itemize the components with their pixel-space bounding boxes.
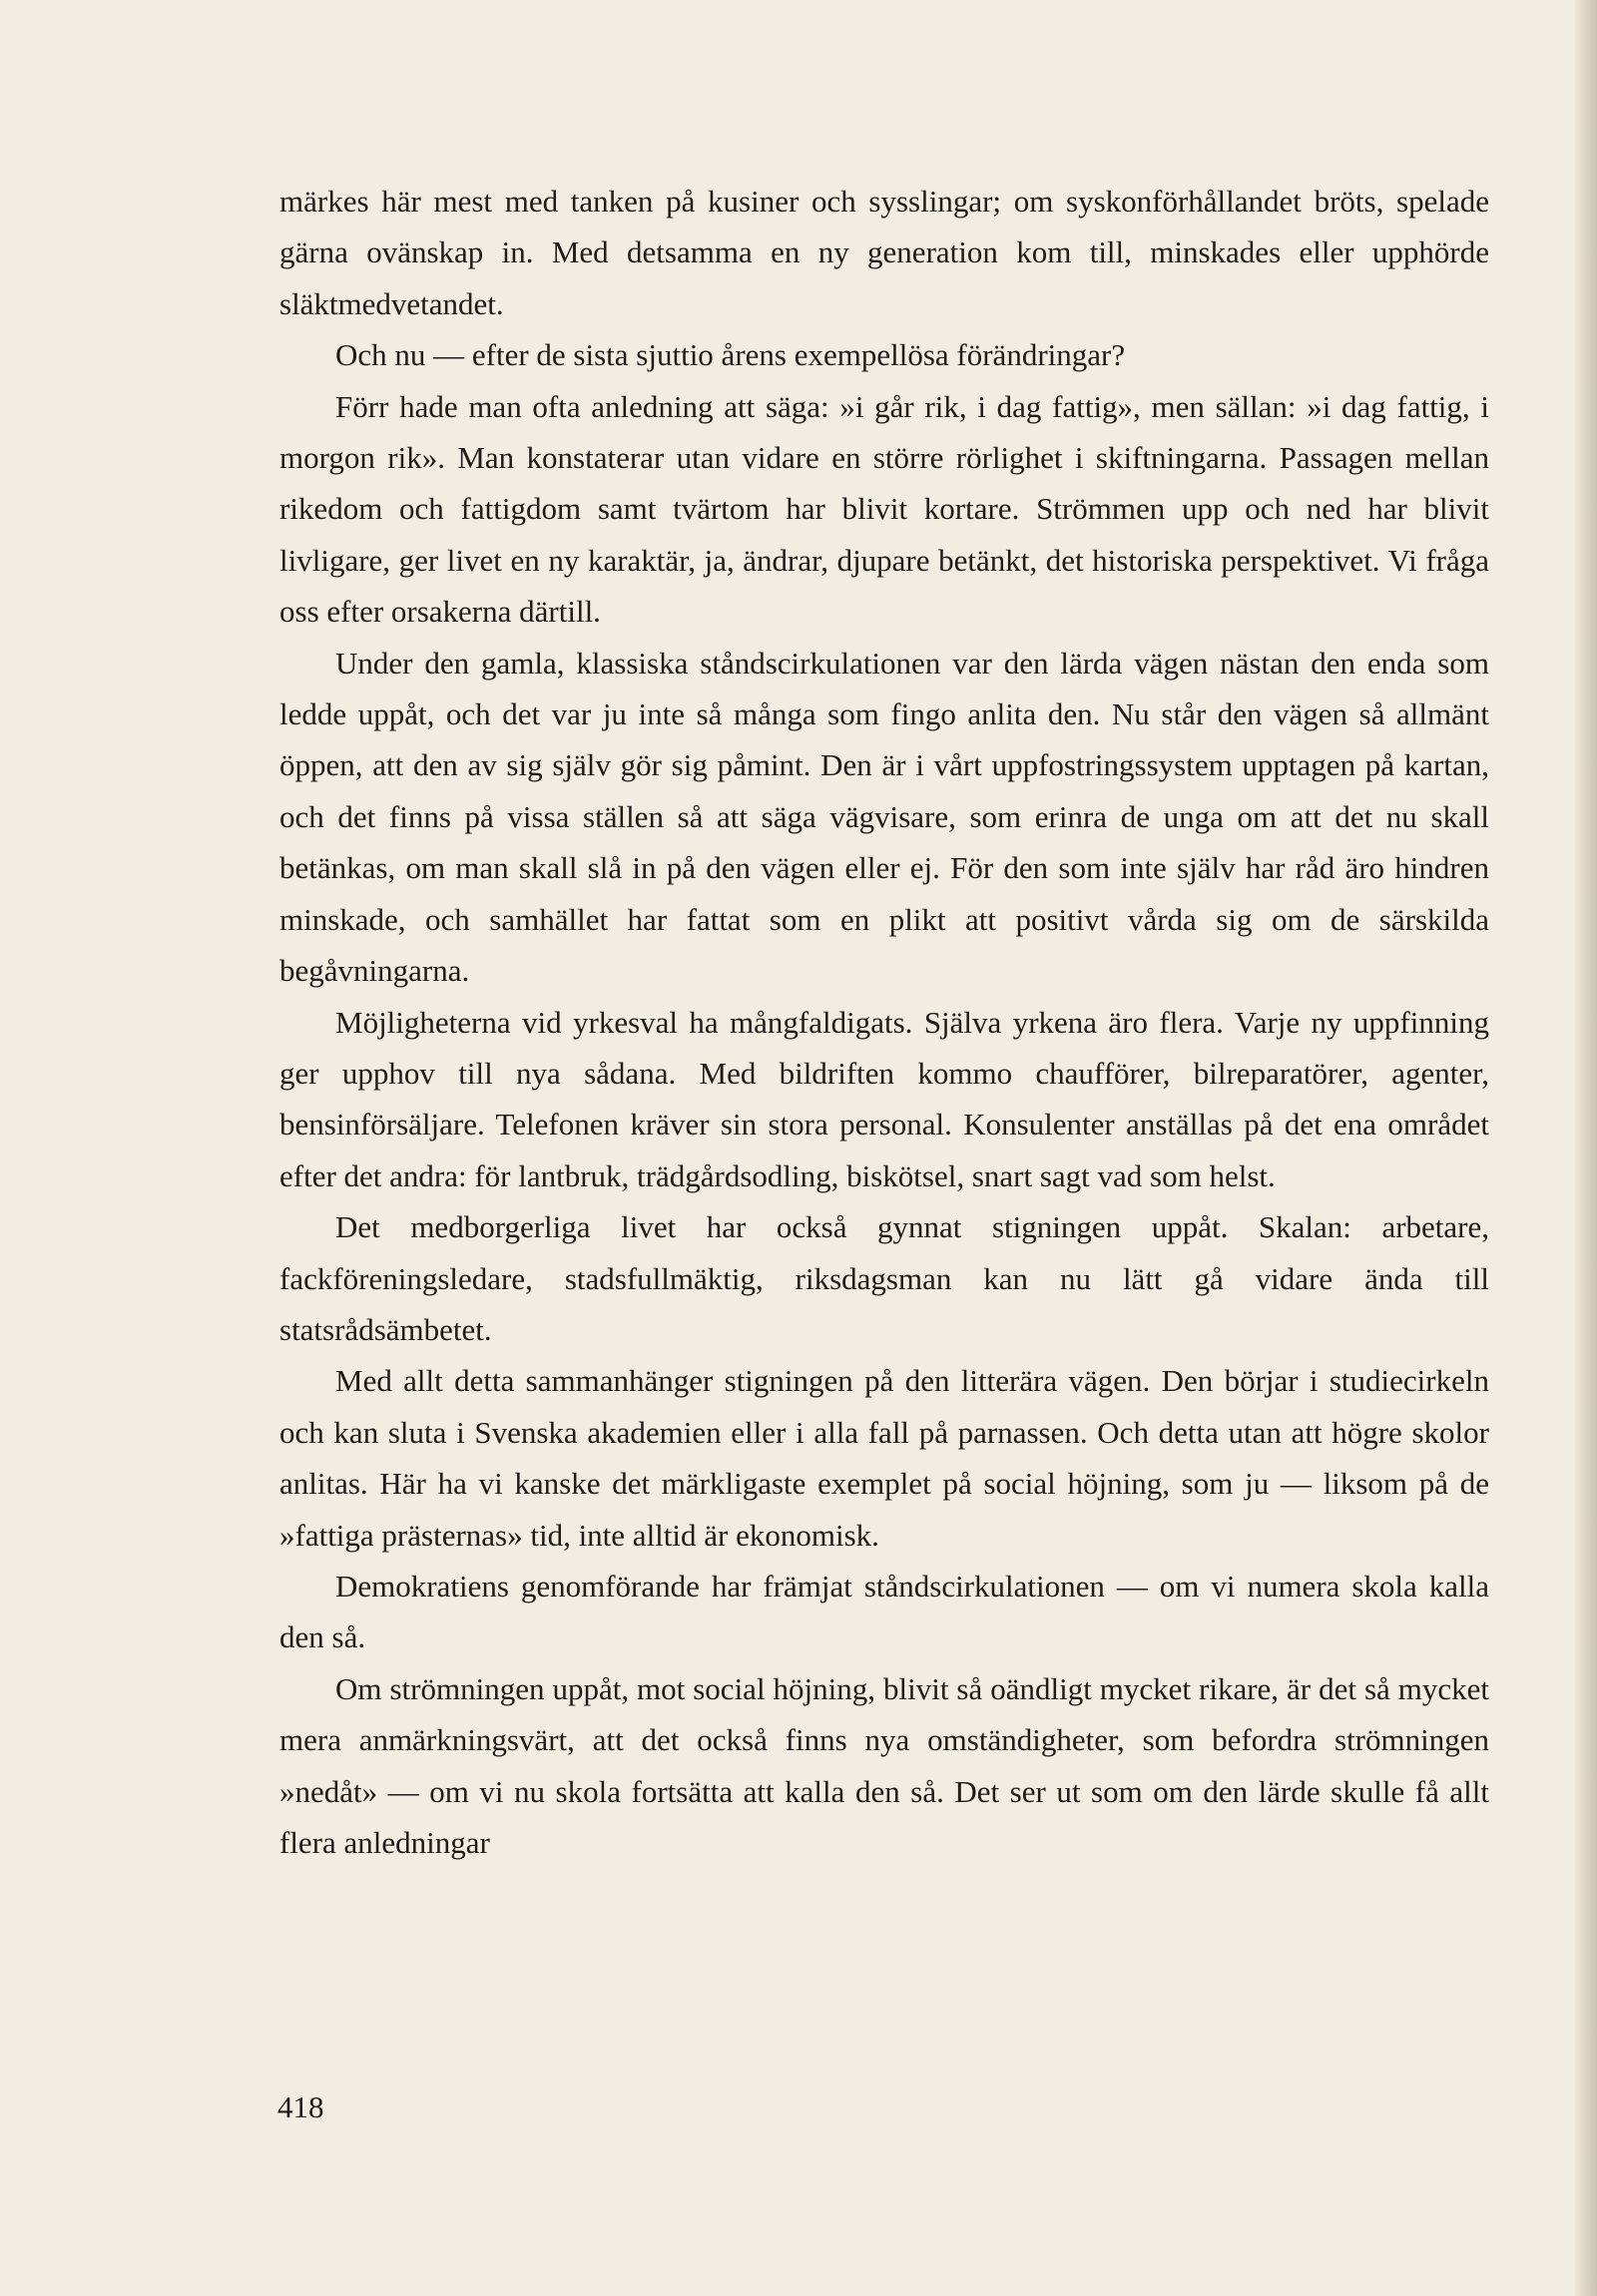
body-text xyxy=(279,176,1489,1868)
paragraph-2: Och nu — efter de sista sjuttio årens exempellösa förändringar? xyxy=(335,337,1126,373)
paragraph-5: Möjligheterna vid yrkesval ha mångfaldigats. Själva yrkena äro flera. Varje ny uppfinning ger upphov till nya sådana. Med bildriften kommo chaufförer, bilreparatörer, agenter, bensinförsäljare. Telefonen kräver sin stora personal. Konsulenter anställas på det ena området efter det andra: för lantbruk, trädgårdsodling, biskötsel, snart sagt vad som helst. xyxy=(279,1004,1489,1193)
paragraph-4: Under den gamla, klassiska ståndscirkulationen var den lärda vägen nästan den enda som ledde uppåt, och det var ju inte så många som fingo anlita den. Nu står den vägen så allmänt öppen, att den av sig själv gör sig påmint. Den är i vårt uppfostringssystem upptagen på kartan, och det finns på vissa ställen så att säga vägvisare, som erinra de unga om att det nu skall betänkas, om man skall slå in på den vägen eller ej. För den som inte själv har råd äro hindren minskade, och samhället har fattat som en plikt att positivt vårda sig om de särskilda begåvningarna. xyxy=(279,645,1489,989)
paragraph-9: Om strömningen uppåt, mot social höjning, blivit så oändligt mycket rikare, är det så mycket mera anmärkningsvärt, att det också finns nya omständigheter, som befordra strömningen »nedåt» — om vi nu skola fortsätta att kalla den så. Det ser ut som om den lärde skulle få allt flera anledningar xyxy=(279,1670,1489,1860)
paragraph-1: märkes här mest med tanken på kusiner och sysslingar; om syskonförhållandet bröts, spelade gärna ovänskap in. Med detsamma en ny generation kom till, minskades eller upphörde släktmedvetandet. xyxy=(279,184,1489,321)
paragraph-8: Demokratiens genomförande har främjat ståndscirkulationen — om vi numera skola kalla den så. xyxy=(279,1568,1489,1655)
paragraph-3: Förr hade man ofta anledning att säga: »i går rik, i dag fattig», men sällan: »i dag fattig, i morgon rik». Man konstaterar utan vidare en större rörlighet i skiftningarna. Passagen mellan rikedom och fattigdom samt tvärtom har blivit kortare. Strömmen upp och ned har blivit livligare, ger livet en ny karaktär, ja, ändrar, djupare betänkt, det historiska perspektivet. Vi fråga oss efter orsakerna därtill. xyxy=(279,388,1489,630)
page-number: 418 xyxy=(277,2089,324,2124)
paragraph-7: Med allt detta sammanhänger stigningen på den litterära vägen. Den börjar i studiecirkeln och kan sluta i Svenska akademien eller i alla fall på parnassen. Och detta utan att högre skolor anlitas. Här ha vi kanske det märkligaste exemplet på social höjning, som ju — liksom på de »fattiga prästernas» tid, inte alltid är ekonomisk. xyxy=(279,1363,1489,1553)
paragraph-6: Det medborgerliga livet har också gynnat stigningen uppåt. Skalan: arbetare, fackföreningsledare, stadsfullmäktig, riksdagsman kan nu lätt gå vidare ända till statsrådsämbetet. xyxy=(279,1209,1489,1347)
page-edge-shadow xyxy=(1575,0,1597,2296)
